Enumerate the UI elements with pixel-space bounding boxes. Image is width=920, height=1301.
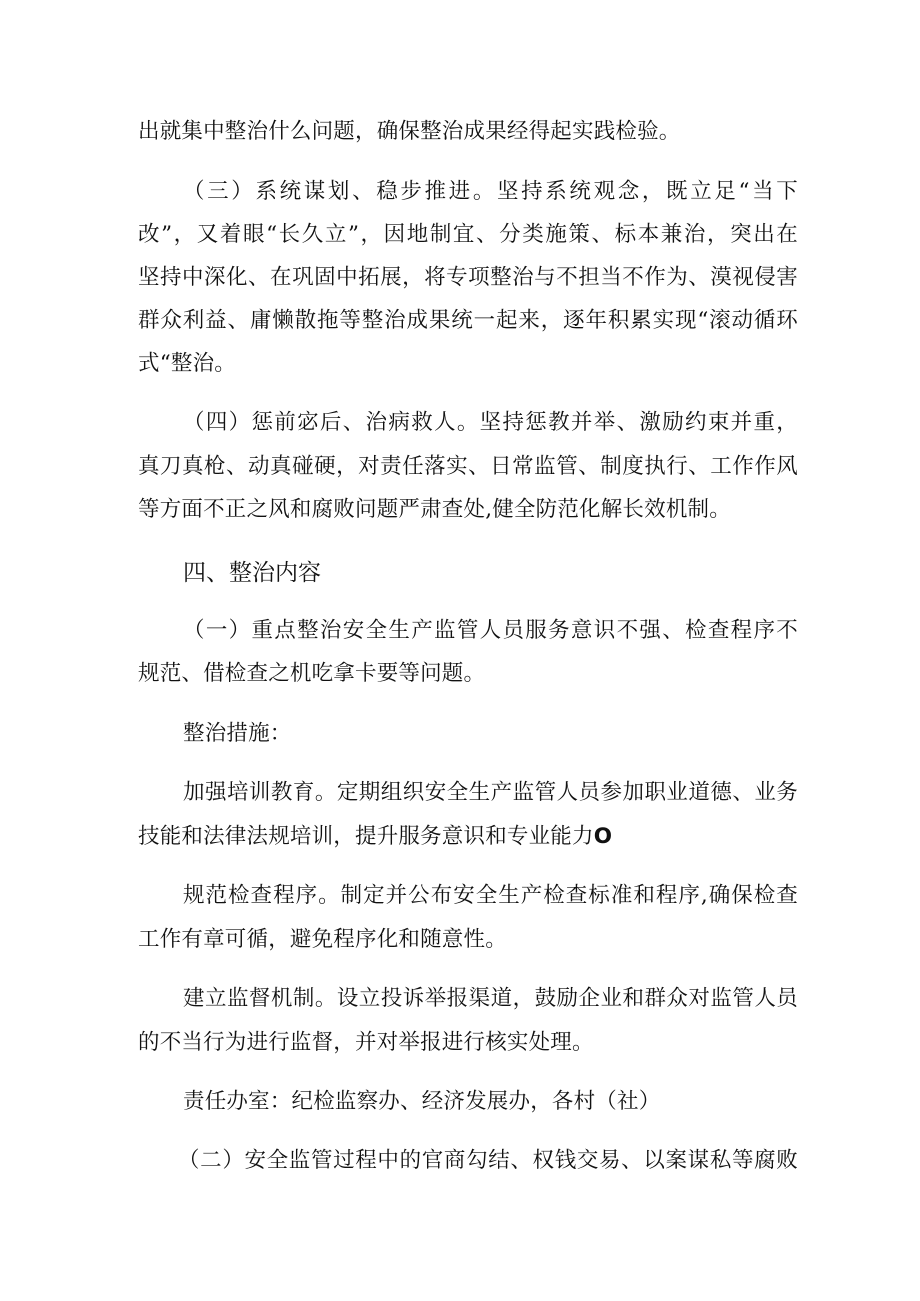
paragraph-line: 责任办室：纪检监察办、经济发展办，各村（社） bbox=[183, 1089, 661, 1114]
paragraph-line: 工作有章可循，避免程序化和随意性。 bbox=[138, 927, 507, 952]
paragraph-line: （二）安全监管过程中的官商勾结、权钱交易、以案谋私等腐败 bbox=[178, 1148, 798, 1173]
paragraph-line: 整治措施： bbox=[183, 721, 292, 746]
paragraph-line: 真刀真枪、动真碰硬，对责任落实、日常监管、制度执行、工作作风 bbox=[138, 454, 798, 479]
paragraph-line: 改”，又着眼“长久立”，因地制宜、分类施策、标本兼治，突出在 bbox=[138, 222, 798, 247]
paragraph-line: 出就集中整治什么问题，确保整治成果经得起实践检验。 bbox=[138, 119, 681, 144]
paragraph-text: 技能和法律法规培训，提升服务意识和专业能力 bbox=[138, 824, 594, 849]
section-heading: 四、整治内容 bbox=[183, 560, 321, 586]
paragraph-line: 规范检查程序。制定并公布安全生产检查标准和程序,确保检查 bbox=[183, 883, 798, 908]
paragraph-line: 规范、借检查之机吃拿卡要等问题。 bbox=[138, 661, 486, 686]
paragraph-line: （三）系统谋划、稳步推进。坚持系统观念，既立足“当下 bbox=[183, 179, 798, 204]
paragraph-line: （一）重点整治安全生产监管人员服务意识不强、检查程序不 bbox=[183, 618, 798, 643]
paragraph-line: 加强培训教育。定期组织安全生产监管人员参加职业道德、业务 bbox=[183, 780, 798, 805]
paragraph-line: 群众利益、庸懒散拖等整治成果统一起来，逐年积累实现“滚动循环 bbox=[138, 308, 798, 333]
paragraph-line: 的不当行为进行监督，并对举报进行核实处理。 bbox=[138, 1030, 594, 1055]
paragraph-line: （四）惩前宓后、治病救人。坚持惩教并举、激励约束并重， bbox=[183, 410, 798, 435]
paragraph-line: 等方面不正之风和腐败问题严肃查处,健全防范化解长效机制。 bbox=[138, 497, 731, 522]
paragraph-end-mark: O bbox=[593, 824, 613, 849]
paragraph-line: 建立监督机制。设立投诉举报渠道，鼓励企业和群众对监管人员 bbox=[183, 986, 798, 1011]
paragraph-line bbox=[138, 822, 798, 852]
paragraph-line: 坚持中深化、在巩固中拓展，将专项整治与不担当不作为、漠视侵害 bbox=[138, 265, 798, 290]
paragraph-line: 式“整治。 bbox=[138, 351, 236, 376]
